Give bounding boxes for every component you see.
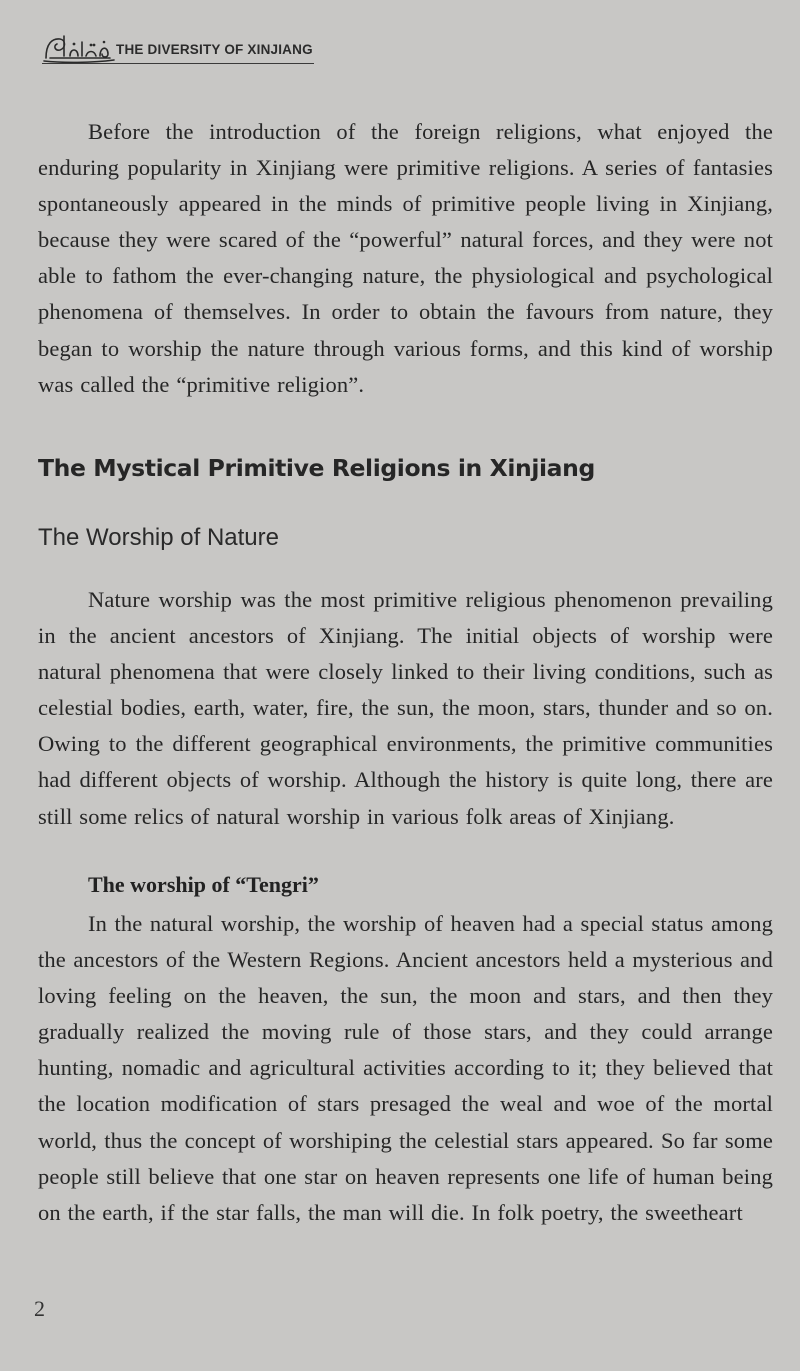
nature-worship-paragraph: Nature worship was the most primitive religious phenomenon prevailing in the ancient ancestors of Xinjiang. The initial objects of worship were natural phenomena that were closely linked to their living conditions, such as celestial bodies, earth, water, fire, the sun, the moon, stars, thunder and so on. Owing to the different geographical environments, the primitive communities had different objects of worship. Although the history is quite long, there are still some relics of natural worship in various folk areas of Xinjiang. <box>38 587 773 829</box>
section-heading: The Mystical Primitive Religions in Xinjiang <box>38 454 595 482</box>
intro-paragraph: Before the introduction of the foreign religions, what enjoyed the enduring popularity in Xinjiang were primitive religions. A series of fantasies spontaneously appeared in the minds of primitive people living in Xinjiang, because they were scared of the “powerful” natural forces, and they were not able to fathom the ever-changing nature, the physiological and psychological phenomena of themselves. In order to obtain the favours from nature, they began to worship the nature through various forms, and this kind of worship was called the “primitive religion”. <box>38 119 773 397</box>
tengri-heading: The worship of “Tengri” <box>88 872 319 897</box>
header-rule <box>42 63 314 64</box>
calligraphy-logo-icon <box>42 30 116 64</box>
subsection-heading: The Worship of Nature <box>38 524 279 551</box>
page-number: 2 <box>34 1296 45 1321</box>
tengri-paragraph: In the natural worship, the worship of heaven had a special status among the ancestors of the Western Regions. Ancient ancestors held a mysterious and loving feeling on the heaven, the sun, the moon and stars, and then they gradually realized the moving rule of those stars, and they could arrange hunting, nomadic and agricultural activities according to it; they believed that the location modification of stars presaged the weal and woe of the mortal world, thus the concept of worshiping the celestial stars appeared. So far some people still believe that one star on heaven represents one life of human being on the earth, if the star falls, the man will die. In folk poetry, the sweetheart <box>38 911 773 1225</box>
running-header-title: THE DIVERSITY OF XINJIANG <box>116 42 313 57</box>
running-header <box>42 26 314 70</box>
